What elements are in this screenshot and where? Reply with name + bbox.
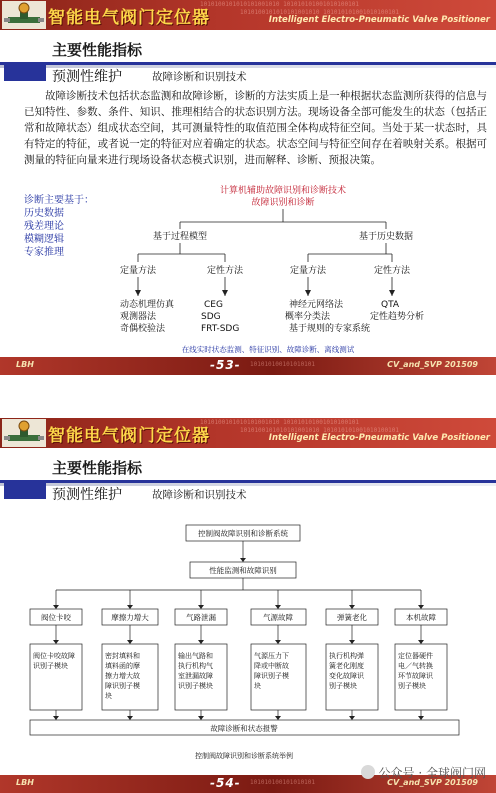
section-title: 主要性能指标 <box>52 41 143 59</box>
fault-diagnosis-system-diagram <box>0 418 496 793</box>
banner-binary-decoration: 1010100101010101001010 101010101001010100101 <box>240 9 399 16</box>
module-text-line: 填料函的摩 <box>105 662 140 670</box>
subsection-topic: 故障诊断和识别技术 <box>152 489 247 501</box>
footer-author: LBH <box>16 360 34 369</box>
module-text-line: 定位器硬件 <box>398 652 433 660</box>
footer-binary-decoration: 101010100101010101 <box>250 779 316 786</box>
category-label: 弹簧老化 <box>337 613 367 622</box>
tree-node-qualitative: 定性方法 <box>206 266 244 276</box>
module-text-line: 块 <box>105 692 112 700</box>
tree-node-quantitative: 定量方法 <box>289 266 327 276</box>
basis-item: 专家推理 <box>24 247 64 258</box>
footer-doc-id: CV_and_SVP 201509 <box>387 778 478 787</box>
page-number: -53- <box>210 358 241 372</box>
basis-item: 历史数据 <box>24 208 64 219</box>
module-text-line: 阀位卡咬故障 <box>33 652 75 660</box>
footer-author: LBH <box>16 778 34 787</box>
category-label: 本机故障 <box>406 613 436 622</box>
page-number: -54- <box>210 776 241 790</box>
footer-bar <box>0 357 496 375</box>
category-label: 阀位卡咬 <box>41 613 71 622</box>
tree-leaf: QTA <box>381 300 400 310</box>
subsection-topic: 故障诊断和识别技术 <box>152 71 247 83</box>
slide-gap <box>0 375 496 418</box>
tree-leaf: 基于规则的专家系统 <box>289 324 371 334</box>
module-text-line: 簧老化刚度 <box>329 662 364 670</box>
module-text-line: 室泄漏故障 <box>178 672 213 680</box>
tree-leaf: CEG <box>204 300 223 310</box>
tree-node-history-data: 基于历史数据 <box>358 232 414 242</box>
banner-binary-decoration: 1010100101010101001010 101010101001010100101 <box>200 419 359 426</box>
diagram-label-monitoring: 性能监测和故障识别 <box>209 566 277 575</box>
tree-node-quantitative: 定量方法 <box>119 266 157 276</box>
basis-heading: 诊断主要基于： <box>24 195 94 206</box>
tree-leaf: 奇偶校验法 <box>120 324 166 334</box>
tree-leaf: 定性趋势分析 <box>370 312 425 322</box>
tree-leaf: 动态机理仿真 <box>120 300 175 310</box>
tree-bottom-caption: 在线实时状态监测、特征识别、故障诊断、离线测试 <box>181 345 355 354</box>
subsection-title: 预测性维护 <box>52 69 122 85</box>
diagnosis-tree-diagram <box>0 0 496 375</box>
subsection-title: 预测性维护 <box>52 487 122 503</box>
section-title: 主要性能指标 <box>52 459 143 477</box>
module-text-line: 变化故障识 <box>329 672 364 680</box>
module-text-line: 执行机构气 <box>178 662 213 670</box>
module-text-line: 别子模块 <box>329 682 357 690</box>
slide-53 <box>0 0 496 375</box>
banner-title: 智能电气阀门定位器 <box>48 426 210 446</box>
tree-leaf: 观测器法 <box>120 312 157 322</box>
module-text-line: 块 <box>254 682 261 690</box>
tree-leaf: 概率分类法 <box>285 312 331 322</box>
diagram-label-system: 控制阀故障识别和诊断系统 <box>198 529 288 538</box>
module-text-line: 识别子模块 <box>33 662 68 670</box>
tree-root-title: 计算机辅助故障识别和诊断技术 <box>219 186 347 196</box>
module-text-line: 别子模块 <box>398 682 426 690</box>
banner-title: 智能电气阀门定位器 <box>48 8 210 28</box>
module-text-line: 气源压力下 <box>254 652 289 660</box>
module-text-line: 障识别子模 <box>105 682 140 690</box>
basis-item: 模糊逻辑 <box>24 234 64 245</box>
module-text-line: 降或中断故 <box>254 662 289 670</box>
diagram-caption: 控制阀故障识别和诊断系统举例 <box>195 752 293 760</box>
footer-doc-id: CV_and_SVP 201509 <box>387 360 478 369</box>
basis-item: 残差理论 <box>24 221 64 232</box>
wechat-icon <box>361 765 375 779</box>
banner-subtitle: Intelligent Electro-Pneumatic Valve Positioner <box>268 433 490 443</box>
module-text-line: 密封填料和 <box>105 652 140 660</box>
slide-54 <box>0 418 496 793</box>
tree-root-subtitle: 故障识别和诊断 <box>251 198 315 208</box>
tree-leaf: SDG <box>201 312 221 322</box>
module-text-line: 环节故障识 <box>398 672 433 680</box>
tree-leaf: FRT-SDG <box>201 324 240 334</box>
tree-leaf: 神经元网络法 <box>289 300 344 310</box>
category-label: 摩擦力增大 <box>111 613 149 622</box>
module-text-line: 输出气路和 <box>178 652 213 660</box>
module-text-line: 擦力增大故 <box>105 672 140 680</box>
tree-node-qualitative: 定性方法 <box>373 266 411 276</box>
category-label: 气源故障 <box>263 613 293 622</box>
diagram-label-alarm: 故障诊断和状态报警 <box>210 724 278 733</box>
body-paragraph: 故障诊断技术包括状态监测和故障诊断，诊断的方法实质上是一种根据状态监测所获得的信息与已知特性、参数、条件、知识、推理相结合的状态识别方法。现场设备全部可能发生的状态（包括正常和故障状态）组成状态空间，其可测量特性的取值范围全体构成特征空间。当处于某一状态时，具有特定的特征，或者说一定的特征对应着确定的状态。状态空间与特征空间存在着映射关系。根据可测量的特征向量来进行现场设备状态模式识别，进而解释、诊断、预报决策。 <box>24 90 487 166</box>
footer-binary-decoration: 101010100101010101 <box>250 361 316 368</box>
banner-binary-decoration: 1010100101010101001010 101010101001010100101 <box>240 427 399 434</box>
module-text-line: 障识别子模 <box>254 672 289 680</box>
module-text-line: 执行机构弹 <box>329 652 364 660</box>
banner-subtitle: Intelligent Electro-Pneumatic Valve Positioner <box>268 15 490 25</box>
tree-node-process-model: 基于过程模型 <box>152 232 208 242</box>
module-text-line: 识别子模块 <box>178 682 213 690</box>
module-text-line: 电／气转换 <box>398 662 433 670</box>
watermark <box>361 764 486 781</box>
category-label: 气路泄漏 <box>186 613 216 622</box>
watermark-text: 公众号 · 全球阀门网 <box>378 766 486 780</box>
banner-binary-decoration: 1010100101010101001010 101010101001010100101 <box>200 1 359 8</box>
